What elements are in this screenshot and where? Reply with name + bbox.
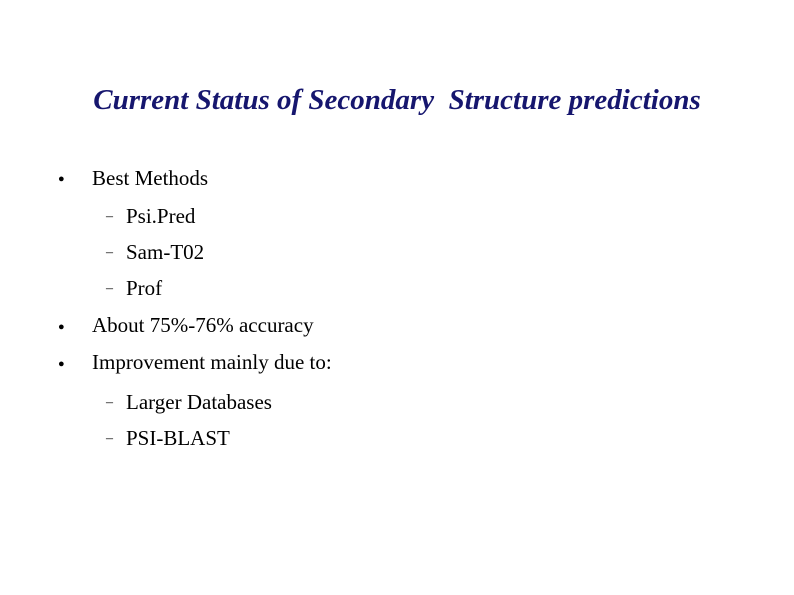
- dash-marker: –: [106, 395, 113, 410]
- subitem-psipred: Psi.Pred: [126, 204, 196, 228]
- bullet-marker: ●: [58, 173, 65, 185]
- bullet-best-methods: Best Methods: [92, 166, 209, 190]
- dash-marker: –: [106, 245, 113, 260]
- subitem-larger-databases: Larger Databases: [126, 390, 272, 414]
- subitem-psi-blast: PSI-BLAST: [126, 426, 230, 450]
- bullet-accuracy: About 75%-76% accuracy: [92, 313, 314, 337]
- dash-marker: –: [106, 209, 113, 224]
- bullet-marker: ●: [58, 358, 65, 370]
- bullet-improvement: Improvement mainly due to:: [92, 350, 332, 374]
- dash-marker: –: [106, 281, 113, 296]
- dash-marker: –: [106, 431, 113, 446]
- slide-title: Current Status of Secondary Structure predictions: [93, 84, 701, 116]
- subitem-samt02: Sam-T02: [126, 240, 205, 264]
- bullet-marker: ●: [58, 321, 65, 333]
- subitem-prof: Prof: [126, 276, 163, 300]
